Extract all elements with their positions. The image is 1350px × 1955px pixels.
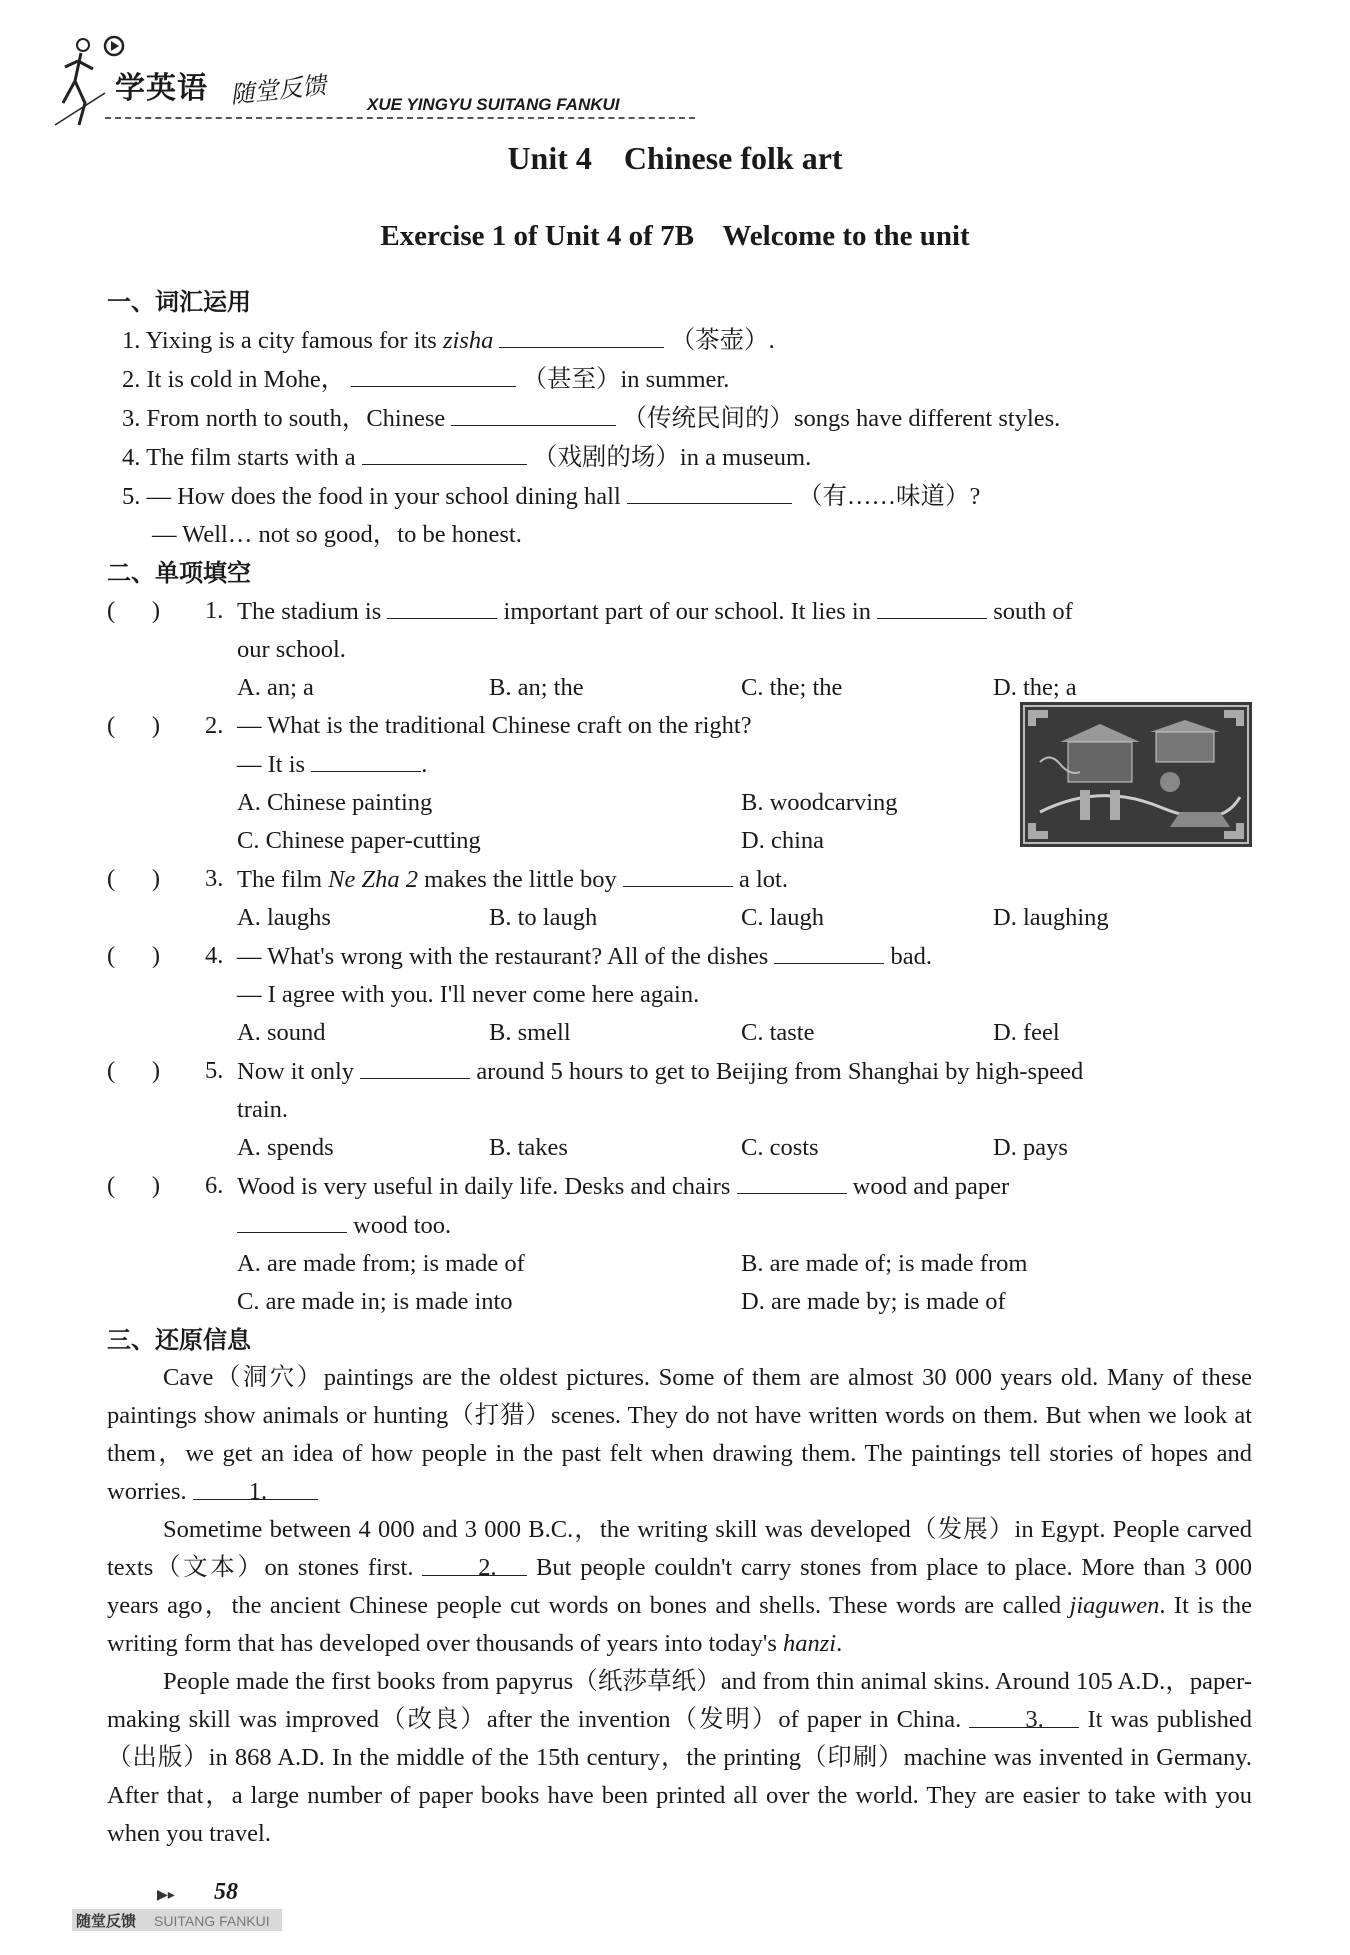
answer-bracket[interactable]: ( ) <box>107 712 161 739</box>
answer-blank[interactable] <box>877 592 987 619</box>
item-hint: （甚至）in summer. <box>522 366 730 393</box>
item-number: 5. <box>122 483 141 510</box>
answer-blank[interactable] <box>499 321 664 348</box>
question-number: 6. <box>205 1172 224 1199</box>
question-number: 5. <box>205 1057 224 1084</box>
answer-blank[interactable] <box>362 438 527 465</box>
vocab-item-1 <box>107 321 1252 360</box>
option-c[interactable]: C. costs <box>741 1134 819 1161</box>
option-d[interactable]: D. laughing <box>993 904 1109 931</box>
passage-blank-2[interactable]: 2. <box>422 1549 527 1576</box>
item-hint: （有……味道）? <box>798 483 981 510</box>
question-number: 4. <box>205 942 224 969</box>
option-b[interactable]: B. smell <box>489 1019 571 1046</box>
options-q6-row1 <box>107 1245 1252 1283</box>
passage-blank-3[interactable]: 3. <box>969 1701 1079 1728</box>
question-number: 2. <box>205 712 224 739</box>
item-number: 2. <box>122 366 141 393</box>
item-italic: zisha <box>442 327 494 354</box>
question-text: The film Ne Zha 2 makes the little boy a lot. <box>237 860 1252 899</box>
passage-paragraph-2: Sometime between 4 000 and 3 000 B.C.，the writing skill was developed（发展）in Egypt. People carved texts（文本）on stones first. 2. But people couldn't carry stones from place to place. More than 3 000 years ago，the ancient Chinese people cut words on bones and shells. These words are called jiaguwen. It is the writing form that has developed over thousands of years into today's hanzi. <box>107 1516 1252 1657</box>
answer-blank[interactable] <box>451 399 616 426</box>
page-header <box>45 25 665 135</box>
item-number: 1. <box>122 327 141 354</box>
brand-english: XUE YINGYU SUITANG FANKUI <box>367 95 620 114</box>
option-c[interactable]: C. laugh <box>741 904 825 931</box>
option-c[interactable]: C. are made in; is made into <box>237 1288 513 1315</box>
question-number: 3. <box>205 865 224 892</box>
footer-label-en: SUITANG FANKUI <box>154 1913 270 1929</box>
item-text: — How does the food in your school dining hall <box>146 483 627 510</box>
option-b[interactable]: B. to laugh <box>489 904 598 931</box>
option-d[interactable]: D. pays <box>993 1134 1068 1161</box>
answer-blank[interactable] <box>737 1167 847 1194</box>
brand-subtitle: 随堂反馈 <box>229 71 328 109</box>
mc-question-3 <box>107 860 1252 899</box>
option-d[interactable]: D. the; a <box>993 674 1077 701</box>
question-text: Wood is very useful in daily life. Desks and chairs wood and paper wood too. <box>237 1167 1252 1245</box>
passage-blank-1[interactable]: 1. <box>193 1473 318 1500</box>
vocab-item-5 <box>107 477 1252 516</box>
answer-bracket[interactable]: ( ) <box>107 1172 161 1199</box>
passage-paragraph-1: Cave（洞穴）paintings are the oldest pictures. Some of them are almost 30 000 years old. Many of these paintings show animals or hunting（打猎）scenes. They do not have written words on them. But when we look at them，we get an idea of how people in the past felt when drawing them. The paintings tell stories of hopes and worries. 1. <box>107 1364 1252 1505</box>
option-b[interactable]: B. are made of; is made from <box>741 1250 1028 1277</box>
answer-blank[interactable] <box>774 937 884 964</box>
mc-question-6 <box>107 1167 1252 1245</box>
worksheet-content <box>107 283 1252 1853</box>
option-b[interactable]: B. woodcarving <box>741 789 898 816</box>
options-q4 <box>107 1014 1252 1052</box>
vocab-item-5-reply: — Well… not so good，to be honest. <box>152 521 522 548</box>
vocab-item-3 <box>107 399 1252 438</box>
section2-heading: 二、单项填空 <box>107 559 251 587</box>
option-a[interactable]: A. an; a <box>237 674 314 701</box>
item-text: It is cold in Mohe， <box>146 366 346 393</box>
vocab-item-2 <box>107 360 1252 399</box>
answer-blank[interactable] <box>360 1052 470 1079</box>
exercise-title: Exercise 1 of Unit 4 of 7B Welcome to the unit <box>380 220 970 252</box>
page-number: 58 <box>214 1879 238 1905</box>
option-c[interactable]: C. Chinese paper-cutting <box>237 827 481 854</box>
woodcarving-image <box>1020 702 1252 847</box>
answer-blank[interactable] <box>311 745 421 772</box>
answer-bracket[interactable]: ( ) <box>107 597 161 624</box>
vocab-item-4 <box>107 438 1252 477</box>
answer-bracket[interactable]: ( ) <box>107 865 161 892</box>
item-text: Yixing is a city famous for its <box>145 327 443 354</box>
option-a[interactable]: A. sound <box>237 1019 326 1046</box>
option-c[interactable]: C. taste <box>741 1019 815 1046</box>
passage-paragraph-3: People made the first books from papyrus（纸莎草纸）and from thin animal skins. Around 105 A.D.，paper-making skill was improved（改良）after the invention（发明）of paper in China. 3. It was published（出版）in 868 A.D. In the middle of the 15th century，the printing（印刷）machine was invented in Germany. After that，a large number of paper books have been printed all over the world. They are easier to take with you when you travel. <box>107 1668 1253 1847</box>
mc-question-4 <box>107 937 1252 1014</box>
question-text: Now it only around 5 hours to get to Beijing from Shanghai by high-speed train. <box>237 1052 1252 1129</box>
item-number: 4. <box>122 444 141 471</box>
mc-question-5 <box>107 1052 1252 1129</box>
options-q6-row2 <box>107 1283 1252 1321</box>
options-q3 <box>107 899 1252 937</box>
option-d[interactable]: D. feel <box>993 1019 1060 1046</box>
item-text: The film starts with a <box>146 444 362 471</box>
option-b[interactable]: B. an; the <box>489 674 584 701</box>
answer-blank[interactable] <box>387 592 497 619</box>
option-d[interactable]: D. china <box>741 827 824 854</box>
option-a[interactable]: A. are made from; is made of <box>237 1250 525 1277</box>
question-text: The stadium is important part of our school. It lies in south of our school. <box>237 592 1252 669</box>
item-text: From north to south，Chinese <box>146 405 452 432</box>
section1-heading: 一、词汇运用 <box>107 288 251 316</box>
play-icon <box>103 35 125 57</box>
answer-blank[interactable] <box>351 360 516 387</box>
options-q5 <box>107 1129 1252 1167</box>
option-d[interactable]: D. are made by; is made of <box>741 1288 1006 1315</box>
answer-blank[interactable] <box>623 860 733 887</box>
double-arrow-icon: ▶▸ <box>157 1887 175 1903</box>
option-b[interactable]: B. takes <box>489 1134 568 1161</box>
brand-title: 学英语 <box>115 71 208 106</box>
question-text: — What's wrong with the restaurant? All of the dishes bad. — I agree with you. I'll never come here again. <box>237 937 1252 1014</box>
item-hint: （茶壶）. <box>670 327 775 354</box>
answer-blank[interactable] <box>627 477 792 504</box>
section3-heading: 三、还原信息 <box>107 1326 251 1354</box>
option-c[interactable]: C. the; the <box>741 674 843 701</box>
header-rule <box>105 117 695 119</box>
option-a[interactable]: A. spends <box>237 1134 334 1161</box>
item-hint: （传统民间的）songs have different styles. <box>622 405 1061 432</box>
unit-title: Unit 4 Chinese folk art <box>507 140 843 176</box>
answer-bracket[interactable]: ( ) <box>107 1057 161 1084</box>
option-a[interactable]: A. Chinese painting <box>237 789 433 816</box>
option-a[interactable]: A. laughs <box>237 904 331 931</box>
question-text: — What is the traditional Chinese craft on the right? — It is . <box>237 712 752 778</box>
mc-question-1 <box>107 592 1252 669</box>
page-footer <box>72 1875 372 1955</box>
item-hint: （戏剧的场）in a museum. <box>532 444 812 471</box>
answer-blank[interactable] <box>237 1206 347 1233</box>
footer-label-cn: 随堂反馈 <box>76 1912 137 1930</box>
question-number: 1. <box>205 597 224 624</box>
answer-bracket[interactable]: ( ) <box>107 942 161 969</box>
item-number: 3. <box>122 405 141 432</box>
